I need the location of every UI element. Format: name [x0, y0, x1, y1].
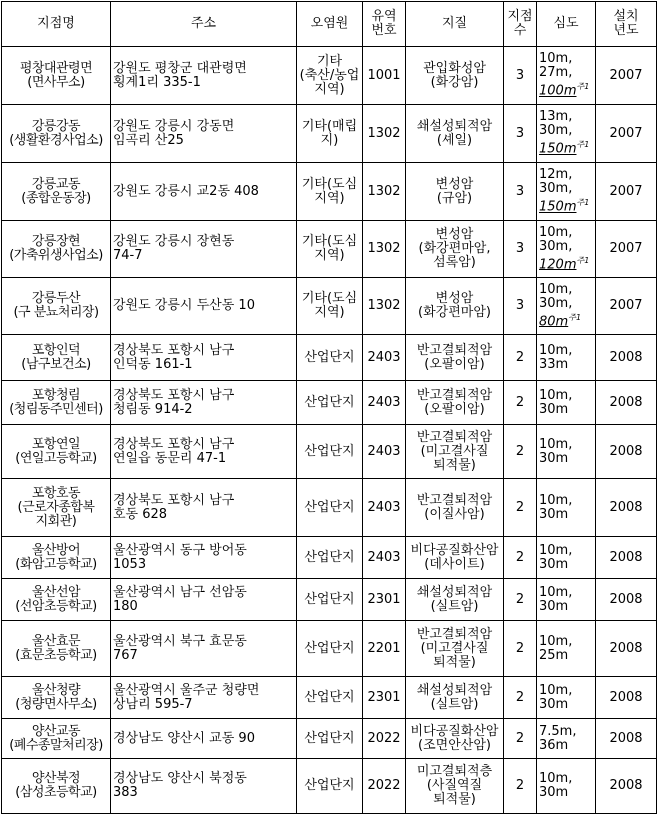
basin-number-cell: 1302	[363, 221, 406, 278]
install-year-cell: 2008	[596, 621, 657, 677]
table-row	[2, 579, 657, 621]
geology-cell: 반고결퇴적암 (이질사암)	[406, 479, 504, 537]
basin-number-cell: 2022	[363, 719, 406, 759]
depth-cell: 10m, 33m	[537, 335, 596, 381]
site-count-cell: 2	[504, 335, 537, 381]
address-cell: 경상북도 포항시 남구 호동 628	[111, 479, 297, 537]
geology-cell: 반고결퇴적암 (오팔이암)	[406, 381, 504, 425]
geology-cell: 쇄설성퇴적암 (셰일)	[406, 105, 504, 163]
basin-number-cell: 2403	[363, 425, 406, 479]
site-count-cell: 2	[504, 479, 537, 537]
footnote-marker: 주1	[568, 312, 582, 322]
address-cell: 강원도 평창군 대관령면 횡계1리 335-1	[111, 47, 297, 105]
install-year-cell: 2008	[596, 381, 657, 425]
depth-cell: 10m, 30m, $80m^{주1}$	[537, 278, 596, 335]
basin-number-cell: 2403	[363, 335, 406, 381]
geology-cell: 미고결퇴적층 (사질역질 퇴적물)	[406, 759, 504, 814]
site-name-cell: 양산북정 (삼성초등학교)	[2, 759, 111, 814]
site-count-cell: 2	[504, 425, 537, 479]
depth-cell: 10m, 30m	[537, 381, 596, 425]
basin-number-cell: 2201	[363, 621, 406, 677]
pollution-source-cell: 산업단지	[297, 759, 363, 814]
depth-cell: 13m, 30m, $150m^{주1}$	[537, 105, 596, 163]
geology-cell: 비다공질화산암 (데사이트)	[406, 537, 504, 579]
pollution-source-cell: 산업단지	[297, 719, 363, 759]
site-name-cell: 강릉두산 (구 분뇨처리장)	[2, 278, 111, 335]
header-pollution-source: 오염원	[297, 2, 363, 47]
basin-number-cell: 1302	[363, 278, 406, 335]
address-cell: 경상북도 포항시 남구 청림동 914-2	[111, 381, 297, 425]
table-row	[2, 47, 657, 105]
pollution-source-cell: 산업단지	[297, 381, 363, 425]
address-cell: 울산광역시 울주군 청량면 상남리 595-7	[111, 677, 297, 719]
address-cell: 울산광역시 북구 효문동 767	[111, 621, 297, 677]
geology-cell: 비다공질화산암 (조면안산암)	[406, 719, 504, 759]
depth-cell: 10m, 30m	[537, 425, 596, 479]
geology-cell: 변성암 (규암)	[406, 163, 504, 221]
pollution-source-cell: 기타(도심 지역)	[297, 278, 363, 335]
install-year-cell: 2007	[596, 163, 657, 221]
install-year-cell: 2008	[596, 677, 657, 719]
basin-number-cell: 2403	[363, 479, 406, 537]
header-install-year: 설치 년도	[596, 2, 657, 47]
address-cell: 강원도 강릉시 두산동 10	[111, 278, 297, 335]
depth-cell: 10m, 30m	[537, 579, 596, 621]
header-depth: 심도	[537, 2, 596, 47]
site-name-cell: 강릉장현 (가축위생사업소)	[2, 221, 111, 278]
basin-number-cell: 2403	[363, 381, 406, 425]
pollution-source-cell: 산업단지	[297, 537, 363, 579]
depth-cell: 10m, 30m, $120m^{주1}$	[537, 221, 596, 278]
site-count-cell: 3	[504, 221, 537, 278]
address-cell: 강원도 강릉시 장현동 74-7	[111, 221, 297, 278]
pollution-source-cell: 산업단지	[297, 335, 363, 381]
address-cell: 경상북도 포항시 남구 인덕동 161-1	[111, 335, 297, 381]
basin-number-cell: 2301	[363, 579, 406, 621]
table-row	[2, 335, 657, 381]
geology-cell: 쇄설성퇴적암 (실트암)	[406, 579, 504, 621]
geology-cell: 변성암 (화강편마암)	[406, 278, 504, 335]
site-count-cell: 2	[504, 759, 537, 814]
table-row	[2, 221, 657, 278]
pollution-source-cell: 산업단지	[297, 621, 363, 677]
address-cell: 강원도 강릉시 강동면 임곡리 산25	[111, 105, 297, 163]
site-name-cell: 포항연일 (연일고등학교)	[2, 425, 111, 479]
depth-footnoted-value: 80m	[539, 314, 569, 330]
footnote-marker: 주1	[576, 255, 590, 265]
table-row	[2, 381, 657, 425]
install-year-cell: 2008	[596, 719, 657, 759]
site-count-cell: 3	[504, 278, 537, 335]
install-year-cell: 2007	[596, 105, 657, 163]
site-name-cell: 울산효문 (효문초등학교)	[2, 621, 111, 677]
site-name-cell: 포항청림 (청림동주민센터)	[2, 381, 111, 425]
site-count-cell: 3	[504, 105, 537, 163]
site-name-cell: 포항호동 (근로자종합복 지회관)	[2, 479, 111, 537]
depth-cell: 10m, 27m, $100m^{주1}$	[537, 47, 596, 105]
address-cell: 울산광역시 남구 선암동 180	[111, 579, 297, 621]
install-year-cell: 2008	[596, 335, 657, 381]
geology-cell: 관입화성암 (화강암)	[406, 47, 504, 105]
table-row	[2, 105, 657, 163]
table-row	[2, 537, 657, 579]
header-basin-number: 유역 번호	[363, 2, 406, 47]
site-count-cell: 2	[504, 579, 537, 621]
header-row	[2, 2, 657, 47]
install-year-cell: 2007	[596, 221, 657, 278]
basin-number-cell: 2403	[363, 537, 406, 579]
depth-cell: 10m, 25m	[537, 621, 596, 677]
site-name-cell: 양산교동 (폐수종말처리장)	[2, 719, 111, 759]
table-row	[2, 621, 657, 677]
depth-cell: 7.5m, 36m	[537, 719, 596, 759]
install-year-cell: 2007	[596, 278, 657, 335]
pollution-source-cell: 기타 (축산/농업 지역)	[297, 47, 363, 105]
site-count-cell: 2	[504, 677, 537, 719]
table-row	[2, 719, 657, 759]
geology-cell: 반고결퇴적암 (미고결사질 퇴적물)	[406, 425, 504, 479]
depth-footnoted-value: 150m	[539, 141, 577, 157]
install-year-cell: 2008	[596, 759, 657, 814]
pollution-source-cell: 기타(도심 지역)	[297, 221, 363, 278]
monitoring-sites-table	[1, 1, 657, 814]
site-name-cell: 평창대관령면 (면사무소)	[2, 47, 111, 105]
table-row	[2, 759, 657, 814]
basin-number-cell: 1302	[363, 105, 406, 163]
site-name-cell: 포항인덕 (남구보건소)	[2, 335, 111, 381]
address-cell: 경상남도 양산시 북정동 383	[111, 759, 297, 814]
depth-footnoted-value: 100m	[539, 83, 577, 99]
depth-footnoted-value: 150m	[539, 199, 577, 215]
pollution-source-cell: 산업단지	[297, 579, 363, 621]
site-count-cell: 2	[504, 621, 537, 677]
address-cell: 경상북도 포항시 남구 연일읍 동문리 47-1	[111, 425, 297, 479]
install-year-cell: 2007	[596, 47, 657, 105]
basin-number-cell: 2301	[363, 677, 406, 719]
install-year-cell: 2008	[596, 425, 657, 479]
depth-cell: 10m, 30m	[537, 537, 596, 579]
site-count-cell: 3	[504, 47, 537, 105]
pollution-source-cell: 산업단지	[297, 677, 363, 719]
header-geology: 지질	[406, 2, 504, 47]
header-site-name: 지점명	[2, 2, 111, 47]
footnote-marker: 주1	[576, 198, 590, 208]
site-count-cell: 3	[504, 163, 537, 221]
footnote-marker: 주1	[576, 140, 590, 150]
header-address: 주소	[111, 2, 297, 47]
header-site-count: 지점 수	[504, 2, 537, 47]
table-row	[2, 278, 657, 335]
install-year-cell: 2008	[596, 579, 657, 621]
site-name-cell: 울산청량 (청량면사무소)	[2, 677, 111, 719]
table-row	[2, 479, 657, 537]
geology-cell: 반고결퇴적암 (오팔이암)	[406, 335, 504, 381]
footnote-marker: 주1	[576, 82, 590, 92]
address-cell: 울산광역시 동구 방어동 1053	[111, 537, 297, 579]
geology-cell: 쇄설성퇴적암 (실트암)	[406, 677, 504, 719]
site-name-cell: 울산선암 (선암초등학교)	[2, 579, 111, 621]
geology-cell: 변성암 (화강편마암, 섬록암)	[406, 221, 504, 278]
depth-footnoted-value: 120m	[539, 257, 577, 273]
pollution-source-cell: 기타(매립 지)	[297, 105, 363, 163]
pollution-source-cell: 산업단지	[297, 479, 363, 537]
depth-cell: 12m, 30m, $150m^{주1}$	[537, 163, 596, 221]
table-row	[2, 677, 657, 719]
basin-number-cell: 1001	[363, 47, 406, 105]
install-year-cell: 2008	[596, 479, 657, 537]
site-count-cell: 2	[504, 381, 537, 425]
depth-cell: 10m, 30m	[537, 479, 596, 537]
site-name-cell: 울산방어 (화암고등학교)	[2, 537, 111, 579]
geology-cell: 반고결퇴적암 (미고결사질 퇴적물)	[406, 621, 504, 677]
install-year-cell: 2008	[596, 537, 657, 579]
pollution-source-cell: 산업단지	[297, 425, 363, 479]
table-row	[2, 163, 657, 221]
pollution-source-cell: 기타(도심 지역)	[297, 163, 363, 221]
basin-number-cell: 1302	[363, 163, 406, 221]
address-cell: 경상남도 양산시 교동 90	[111, 719, 297, 759]
depth-cell: 10m, 30m	[537, 759, 596, 814]
site-name-cell: 강릉강동 (생활환경사업소)	[2, 105, 111, 163]
table-row	[2, 425, 657, 479]
site-count-cell: 2	[504, 537, 537, 579]
depth-cell: 10m, 30m	[537, 677, 596, 719]
site-name-cell: 강릉교동 (종합운동장)	[2, 163, 111, 221]
site-count-cell: 2	[504, 719, 537, 759]
address-cell: 강원도 강릉시 교2동 408	[111, 163, 297, 221]
basin-number-cell: 2022	[363, 759, 406, 814]
